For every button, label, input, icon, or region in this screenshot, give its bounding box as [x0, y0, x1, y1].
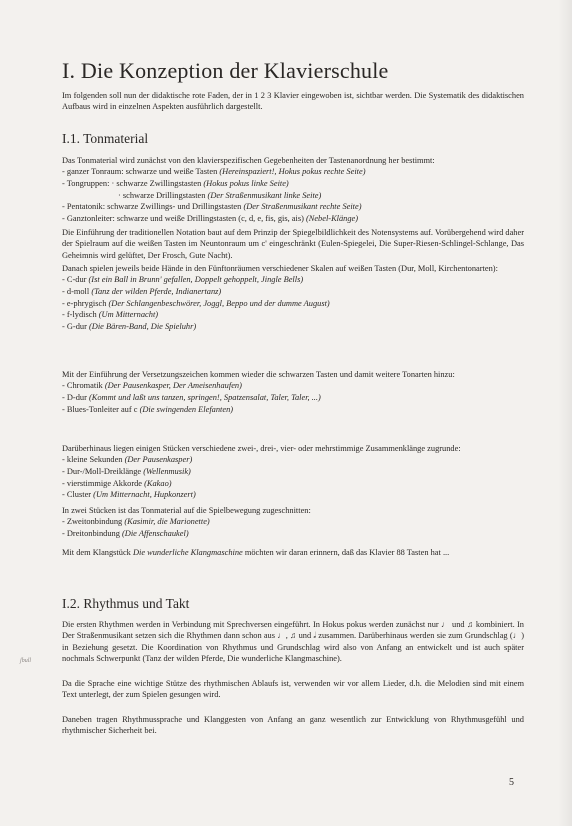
scale-item-example: (Um Mitternacht) [98, 310, 159, 320]
notation-paragraph-block [62, 227, 524, 261]
margin-pencil-mark: ʃbull [20, 658, 32, 664]
chord-item-label: - vierstimmige Akkorde [62, 478, 145, 488]
keys-list [62, 166, 524, 224]
scales-list [62, 274, 524, 332]
keys-item-example: (Der Straßenmusikant linke Seite) [207, 190, 322, 200]
closing-paragraph [62, 547, 524, 558]
chord-item [62, 489, 524, 501]
closing-block [62, 547, 524, 558]
accidental-item-label: - Blues-Tonleiter auf c [62, 404, 140, 414]
movement-item [62, 516, 524, 528]
chapter-intro: Im folgenden soll nun der didaktische rote Faden, der in 1 2 3 Klavier eingewoben ist, sichtbar werden. Die Systematik des didaktischen Aufbaus wird in einzelnen Aspekten ausführlich dargestellt. [62, 91, 524, 112]
chords-list [62, 454, 524, 500]
keys-item-label: · schwarze Drillingstasten [118, 190, 208, 200]
accidental-item-example: (Der Pausenkasper, Der Ameisenhaufen) [104, 381, 242, 391]
movement-item-label: - Zweitonbindung [62, 517, 125, 527]
accidentals-list [62, 380, 524, 415]
accidental-item [62, 404, 524, 416]
accidental-item-label: - D-dur [62, 393, 89, 402]
page-edge-shadow [558, 0, 572, 826]
rhythm-paragraph-3: Daneben tragen Rhythmussprache und Klanggesten von Anfang an ganz wesentlich zur Entwicklung von Rhythmusgefühl und rhythmischer Sicherheit bei. [62, 715, 524, 736]
movement-block [62, 505, 524, 540]
chord-item-label: - Cluster [62, 490, 94, 500]
rhythm-paragraph-2-block [62, 678, 524, 701]
accidental-item-example: (Kommt und laßt uns tanzen, springen!, Spatzensalat, Taler, Taler, ...) [88, 393, 321, 402]
accidentals-block [62, 369, 524, 415]
movement-intro: In zwei Stücken ist das Tonmaterial auf die Spielbewegung zugeschnitten: [62, 506, 311, 515]
scale-item-example: (Tanz der wilden Pferde, Indianertanz) [91, 287, 222, 296]
tonmaterial-intro: Das Tonmaterial wird zunächst von den klavierspezifischen Gegebenheiten der Tastenanordnung her bestimmt: [62, 156, 435, 165]
chord-item-example: (Kakao) [144, 478, 172, 488]
accidental-item-example: (Die swingenden Elefanten) [139, 404, 234, 414]
closing-post: möchten wir daran erinnern, daß das Klavier 88 Tasten hat ... [244, 548, 450, 557]
keys-item-label: - Pentatonik: schwarze Zwillings- und Drillingstasten [62, 202, 244, 212]
scale-item [62, 321, 524, 333]
accidental-item [62, 392, 524, 404]
scale-item-example: (Der Schlangenbeschwörer, Joggl, Beppo und der dumme August) [108, 298, 330, 308]
closing-pre: Mit dem Klangstück [62, 548, 131, 557]
section-title-tonmaterial: I.1. Tonmaterial [62, 131, 149, 146]
scale-item [62, 286, 524, 298]
keys-item [62, 190, 524, 202]
rhythm-paragraph-1-block [62, 619, 524, 665]
keys-item-example: (Hereinspaziert!, Hokus pokus rechte Seite) [219, 167, 366, 177]
keys-item [62, 178, 524, 190]
keys-item [62, 213, 524, 225]
rhythm-paragraph-2: Da die Sprache eine wichtige Stütze des rhythmischen Ablaufs ist, verwenden wir vor allem Lieder, d.h. die Melodien sind mit einem Text unterlegt, der zum Spielen gesungen wird. [62, 679, 524, 700]
movement-item-example: (Kasimir, die Marionette) [124, 517, 210, 527]
chords-intro: Darüberhinaus liegen einigen Stücken verschiedene zwei-, drei-, vier- oder mehrstimmige Zusammenklänge zugrunde: [62, 444, 461, 453]
accidental-item [62, 380, 524, 392]
movement-item-example: (Die Affenschaukel) [122, 529, 189, 538]
scale-item-label: - e-phrygisch [62, 298, 109, 308]
chord-item-label: - Dur-/Moll-Dreiklänge [62, 467, 144, 476]
scale-item-label: - f-lydisch [62, 310, 99, 320]
movement-item [62, 528, 524, 540]
keys-item-example: (Hokus pokus linke Seite) [203, 179, 289, 188]
notation-paragraph: Die Einführung der traditionellen Notation baut auf dem Prinzip der Spiegelbildlichkeit des Notensystems auf. Vorübergehend wird daher der Spielraum auf die weißen Tasten im Neuntonraum um c' eingeschränkt (Eulen-Spiegelei, Die Super-Riesen-Schlingel-Schlange, Das Geheimnis wird gelüftet, Der Frosch, Gute Nacht). [62, 228, 524, 260]
keys-item [62, 201, 524, 213]
page-number: 5 [509, 777, 514, 788]
keys-item-label: - ganzer Tonraum: schwarze und weiße Tasten [62, 167, 220, 177]
scale-item [62, 298, 524, 310]
keys-item-label: - Tongruppen: · schwarze Zwillingstasten [62, 179, 204, 188]
chord-item-label: - kleine Sekunden [62, 455, 125, 465]
chord-item-example: (Um Mitternacht, Hupkonzert) [93, 490, 196, 500]
tonmaterial-keys-block [62, 155, 524, 224]
scale-item-label: - G-dur [62, 321, 89, 331]
scale-item [62, 274, 524, 286]
movement-list [62, 516, 524, 539]
chords-block [62, 443, 524, 501]
chord-item [62, 478, 524, 490]
chord-item [62, 466, 524, 478]
scale-item-label: - C-dur [62, 275, 89, 285]
chapter-title: I. Die Konzeption der Klavierschule [62, 58, 389, 83]
scales-intro: Danach spielen jeweils beide Hände in den Fünftonräumen verschiedener Skalen auf weißen Tasten (Dur, Moll, Kirchentonarten): [62, 264, 498, 273]
rhythm-paragraph-3-block [62, 714, 524, 737]
section-title-rhythmus: I.2. Rhythmus und Takt [62, 596, 190, 611]
accidental-item-label: - Chromatik [62, 381, 105, 391]
chord-item [62, 454, 524, 466]
scale-item-example: (Ist ein Ball in Brunn' gefallen, Doppelt gehoppelt, Jingle Bells) [88, 275, 304, 285]
keys-item [62, 166, 524, 178]
scale-item-label: - d-moll [62, 287, 92, 296]
closing-title: Die wunderliche Klangmaschine [132, 548, 243, 557]
keys-item-example: (Der Straßenmusikant rechte Seite) [243, 202, 362, 212]
keys-item-label: - Ganztonleiter: schwarze und weiße Drillingstasten (c, d, e, fis, gis, ais) [62, 213, 306, 223]
keys-item-example: (Nebel-Klänge) [305, 213, 359, 223]
chord-item-example: (Der Pausenkasper) [124, 455, 193, 465]
scale-item-example: (Die Bären-Band, Die Spieluhr) [88, 321, 197, 331]
scale-item [62, 309, 524, 321]
accidentals-intro: Mit der Einführung der Versetzungszeichen kommen wieder die schwarzen Tasten und damit weitere Tonarten hinzu: [62, 370, 455, 379]
chord-item-example: (Wellenmusik) [143, 467, 191, 476]
rhythm-paragraph-1: Die ersten Rhythmen werden in Verbindung mit Sprechversen eingeführt. In Hokus pokus werden zunächst nur ♩ und ♫ kombiniert. In Der Straßenmusikant setzen sich die Rhythmen dann schon aus ♩, ♫ und 𝅗𝅥 zusammen. Darüberhinaus werden sie zum Grundschlag (♩) in Beziehung gesetzt. Die Koordination von Rhythmus und Grundschlag wird also von Anfang an entwickelt und ist auch später nochmals Schwerpunkt (Tanz der wilden Pferde, Die wunderliche Klangmaschine). [62, 620, 524, 664]
scales-block [62, 263, 524, 332]
movement-item-label: - Dreitonbindung [62, 529, 123, 538]
